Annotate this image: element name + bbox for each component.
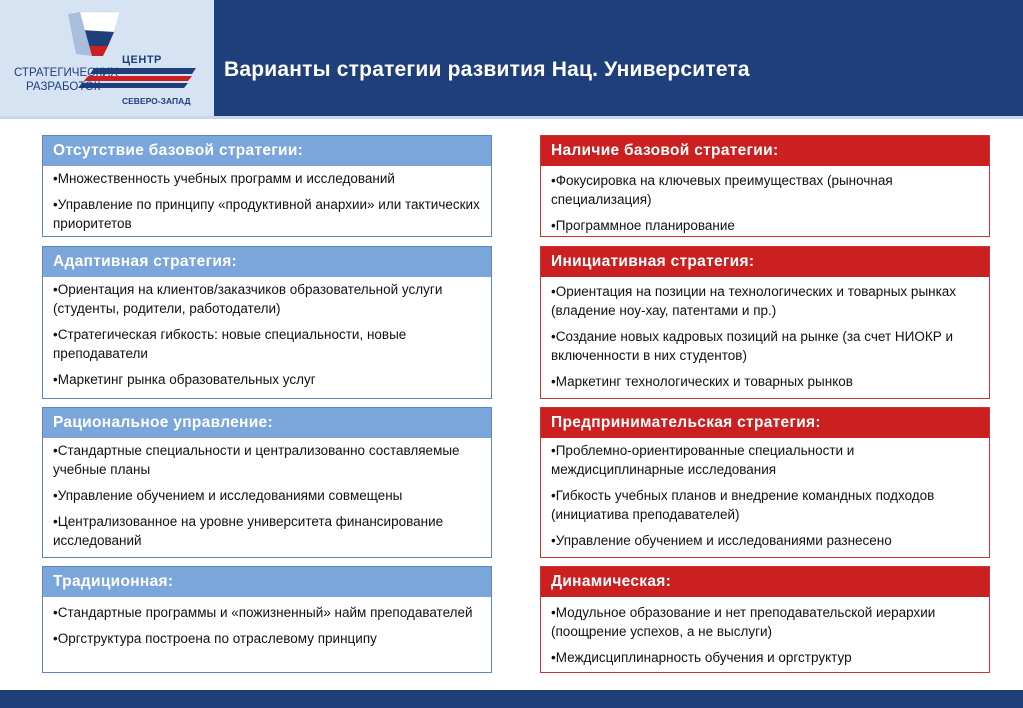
page-title: Варианты стратегии развития Нац. Университета [224,58,750,81]
card-title: Отсутствие базовой стратегии: [43,136,491,166]
logo [10,10,206,106]
strategy-card-rational [42,407,492,558]
list-item: •Централизованное на уровне университета финансирование исследований [53,514,444,548]
list-item: •Множественность учебных программ и исследований [53,171,395,186]
strategy-card-dynamic [540,566,990,673]
list-item: •Стратегическая гибкость: новые специальности, новые преподаватели [53,327,407,361]
list-item: •Управление по принципу «продуктивной анархии» или тактических приоритетов [53,197,480,231]
list-item: •Ориентация на позиции на технологических и товарных рынках (владение ноу-хау, патентами и пр.) [551,284,957,318]
list-item: •Проблемно-ориентированные специальности и междисциплинарные исследования [551,443,855,477]
card-title: Рациональное управление: [43,408,491,438]
logo-region: СЕВЕРО-ЗАПАД [122,96,191,106]
list-item: •Программное планирование [551,218,735,233]
strategy-card-initiative [540,246,990,399]
list-item: •Гибкость учебных планов и внедрение командных подходов (инициатива преподавателей) [551,488,935,522]
strategy-card-no-base [42,135,492,237]
footer-bar [0,690,1023,708]
card-title: Адаптивная стратегия: [43,247,491,277]
list-item: •Маркетинг технологических и товарных рынков [551,374,853,389]
logo-line-2: РАЗРАБОТОК [26,81,101,93]
strategy-card-entrepreneurial [540,407,990,558]
strategy-card-base [540,135,990,237]
list-item: •Оргструктура построена по отраслевому принципу [53,631,377,646]
list-item: •Управление обучением и исследованиями разнесено [551,533,892,548]
card-title: Наличие базовой стратегии: [541,136,989,166]
list-item: •Стандартные специальности и централизованно составляемые учебные планы [53,443,460,477]
list-item: •Стандартные программы и «пожизненный» найм преподавателей [53,605,473,620]
list-item: •Фокусировка на ключевых преимуществах (рыночная специализация) [551,173,893,207]
strategy-card-traditional [42,566,492,673]
card-title: Традиционная: [43,567,491,597]
list-item: •Междисциплинарность обучения и оргструктур [551,650,852,665]
list-item: •Модульное образование и нет преподавательской иерархии (поощрение успехов, а не выслуги) [551,605,936,639]
card-title: Предпринимательская стратегия: [541,408,989,438]
card-title: Инициативная стратегия: [541,247,989,277]
strategy-card-adaptive [42,246,492,399]
list-item: •Создание новых кадровых позиций на рынке (за счет НИОКР и включенности в них студентов) [551,329,954,363]
logo-centr-text: ЦЕНТР [122,54,162,66]
list-item: •Маркетинг рынка образовательных услуг [53,372,316,387]
list-item: •Ориентация на клиентов/заказчиков образовательной услуги (студенты, родители, работодатели) [53,282,443,316]
card-title: Динамическая: [541,567,989,597]
logo-line-1: СТРАТЕГИЧЕСКИХ [14,67,119,79]
header-divider [0,116,1023,119]
list-item: •Управление обучением и исследованиями совмещены [53,488,403,503]
